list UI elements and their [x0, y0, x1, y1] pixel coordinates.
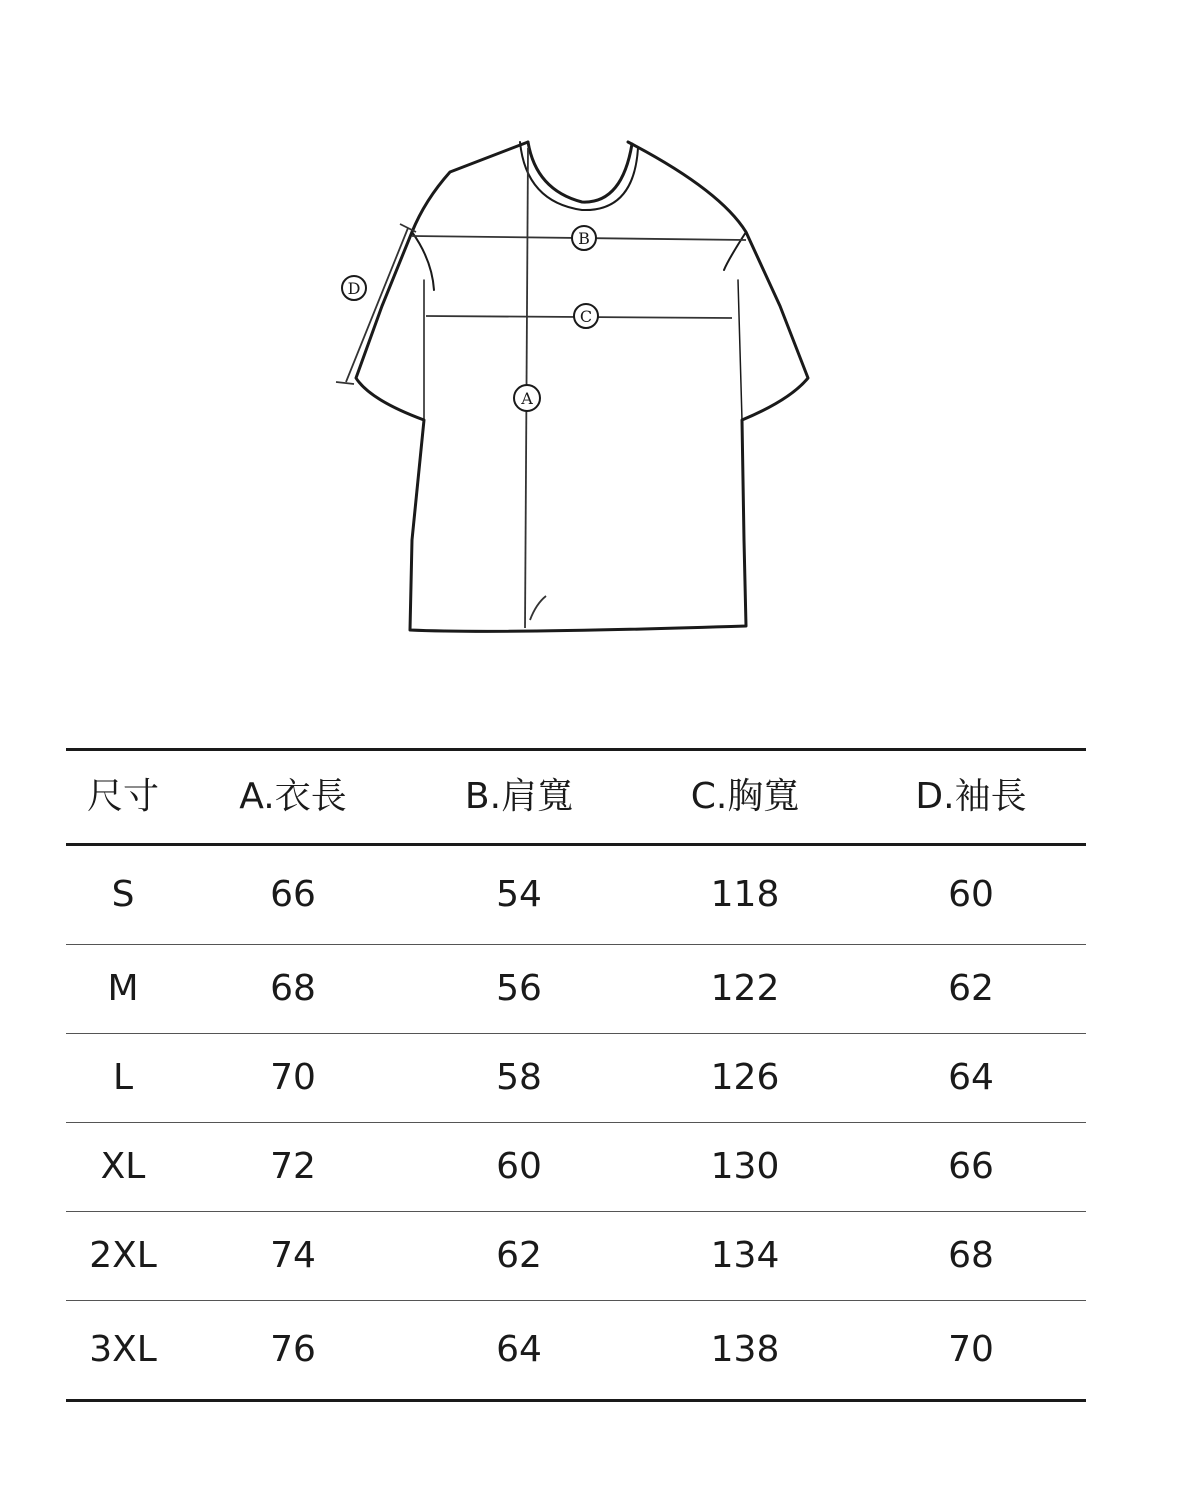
table-row — [66, 1212, 1086, 1300]
header-size: 尺寸 — [86, 776, 159, 817]
table-row — [66, 1123, 1086, 1211]
measure-line-d — [346, 228, 408, 382]
cell-sleeve: 62 — [948, 968, 994, 1009]
cell-shoulder: 60 — [496, 1146, 542, 1187]
table-row — [66, 945, 1086, 1033]
cell-chest: 130 — [710, 1146, 780, 1187]
cell-sleeve: 60 — [948, 874, 994, 915]
cell-length: 74 — [270, 1235, 316, 1276]
table-row — [66, 846, 1086, 944]
header-sleeve: D.袖長 — [915, 776, 1027, 817]
cell-size: L — [112, 1057, 134, 1098]
tshirt-sketch — [300, 120, 840, 660]
cell-size: XL — [100, 1146, 146, 1187]
cell-sleeve: 68 — [948, 1235, 994, 1276]
cell-chest: 122 — [710, 968, 780, 1009]
cell-shoulder: 56 — [496, 968, 542, 1009]
size-table — [66, 748, 1086, 1402]
cell-length: 66 — [270, 874, 316, 915]
cell-chest: 134 — [710, 1235, 780, 1276]
cell-length: 68 — [270, 968, 316, 1009]
cell-length: 76 — [270, 1329, 316, 1370]
cell-chest: 138 — [710, 1329, 780, 1370]
header-chest: C.胸寬 — [690, 776, 800, 817]
tshirt-measurement-diagram — [300, 120, 840, 660]
label-c: C — [579, 307, 593, 326]
cell-sleeve: 66 — [948, 1146, 994, 1187]
header-length: A.衣長 — [239, 776, 347, 817]
cell-size: 2XL — [89, 1235, 157, 1276]
table-row — [66, 1034, 1086, 1122]
table-bottom-rule — [66, 1399, 1086, 1402]
header-shoulder: B.肩寬 — [464, 776, 574, 817]
cell-chest: 118 — [710, 874, 780, 915]
cell-shoulder: 54 — [496, 874, 542, 915]
cell-shoulder: 58 — [496, 1057, 542, 1098]
cell-length: 70 — [270, 1057, 316, 1098]
cell-shoulder: 62 — [496, 1235, 542, 1276]
cell-size: M — [107, 968, 139, 1009]
table-header-row — [66, 751, 1086, 843]
label-b: B — [578, 229, 590, 248]
cell-sleeve: 70 — [948, 1329, 994, 1370]
table-row — [66, 1301, 1086, 1399]
cell-sleeve: 64 — [948, 1057, 994, 1098]
label-a: A — [521, 389, 533, 408]
label-d: D — [347, 279, 361, 298]
cell-size: S — [111, 874, 135, 915]
cell-chest: 126 — [710, 1057, 780, 1098]
cell-shoulder: 64 — [496, 1329, 542, 1370]
cell-length: 72 — [270, 1146, 316, 1187]
cell-size: 3XL — [89, 1329, 157, 1370]
